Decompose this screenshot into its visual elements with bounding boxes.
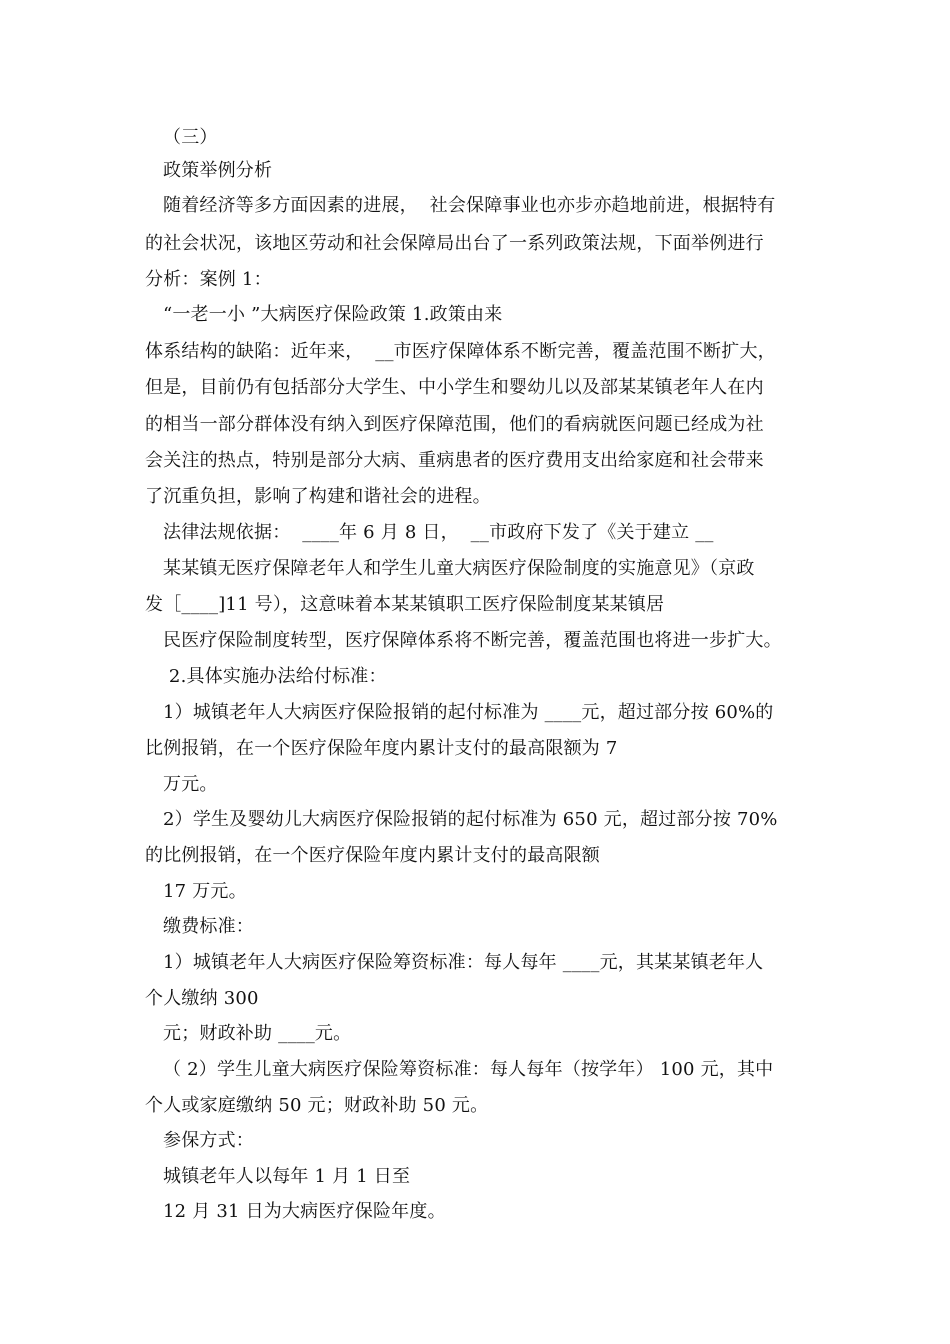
paragraph-line: 17 万元。 [163,881,247,902]
paragraph-line: 个人或家庭缴纳 50 元；财政补助 50 元。 [145,1095,489,1116]
paragraph-line: 个人缴纳 300 [145,988,259,1009]
paragraph-line: 城镇老年人以每年 1 月 1 日至 [163,1166,411,1187]
paragraph-line: 会关注的热点，特别是部分大病、重病患者的医疗费用支出给家庭和社会带来 [145,450,764,471]
section-heading: 政策举例分析 [163,160,273,181]
paragraph-line: 民医疗保险制度转型，医疗保障体系将不断完善，覆盖范围也将进一步扩大。 [163,630,782,651]
subsection-heading: 缴费标准： [163,916,254,937]
paragraph-line: 法律法规依据： ____年 6 月 8 日， __市政府下发了《关于建立 __ [163,522,714,543]
paragraph-line: 随着经济等多方面因素的进展， 社会保障事业也亦步亦趋地前进，根据特有 [163,195,776,216]
paragraph-line: 比例报销，在一个医疗保险年度内累计支付的最高限额为 7 [145,738,618,759]
paragraph-line: 了沉重负担，影响了构建和谐社会的进程。 [145,486,491,507]
paragraph-line: 某某镇无医疗保障老年人和学生儿童大病医疗保险制度的实施意见》（京政 [163,558,755,579]
paragraph-line: 元；财政补助 ____元。 [163,1023,352,1044]
paragraph-line: 2）学生及婴幼儿大病医疗保险报销的起付标准为 650 元，超过部分按 70% [163,809,778,830]
subsection-heading: 参保方式： [163,1130,254,1151]
paragraph-line: 的比例报销，在一个医疗保险年度内累计支付的最高限额 [145,845,600,866]
paragraph-line: 1）城镇老年人大病医疗保险报销的起付标准为 ____元，超过部分按 60%的 [163,702,774,723]
case-title: “一老一小 ”大病医疗保险政策 1.政策由来 [163,304,503,325]
paragraph-line: 体系结构的缺陷：近年来， __市医疗保障体系不断完善，覆盖范围不断扩大， [145,341,776,362]
subsection-heading: 2.具体实施办法给付标准： [163,666,387,687]
paragraph-line: （ 2）学生儿童大病医疗保险筹资标准：每人每年（按学年） 100 元，其中 [163,1059,774,1080]
paragraph-line: 发［____]11 号），这意味着本某某镇职工医疗保险制度某某镇居 [145,594,665,615]
paragraph-line: 万元。 [163,774,218,795]
paragraph-line: 的相当一部分群体没有纳入到医疗保障范围，他们的看病就医问题已经成为社 [145,414,764,435]
paragraph-line: 的社会状况，该地区劳动和社会保障局出台了一系列政策法规，下面举例进行 [145,233,764,254]
section-number: （三） [163,127,218,148]
paragraph-line: 1）城镇老年人大病医疗保险筹资标准：每人每年 ____元，其某某镇老年人 [163,952,764,973]
paragraph-line: 但是，目前仍有包括部分大学生、中小学生和婴幼儿以及部某某镇老年人在内 [145,377,764,398]
paragraph-line: 12 月 31 日为大病医疗保险年度。 [163,1201,446,1222]
paragraph-line: 分析：案例 1： [145,269,272,290]
